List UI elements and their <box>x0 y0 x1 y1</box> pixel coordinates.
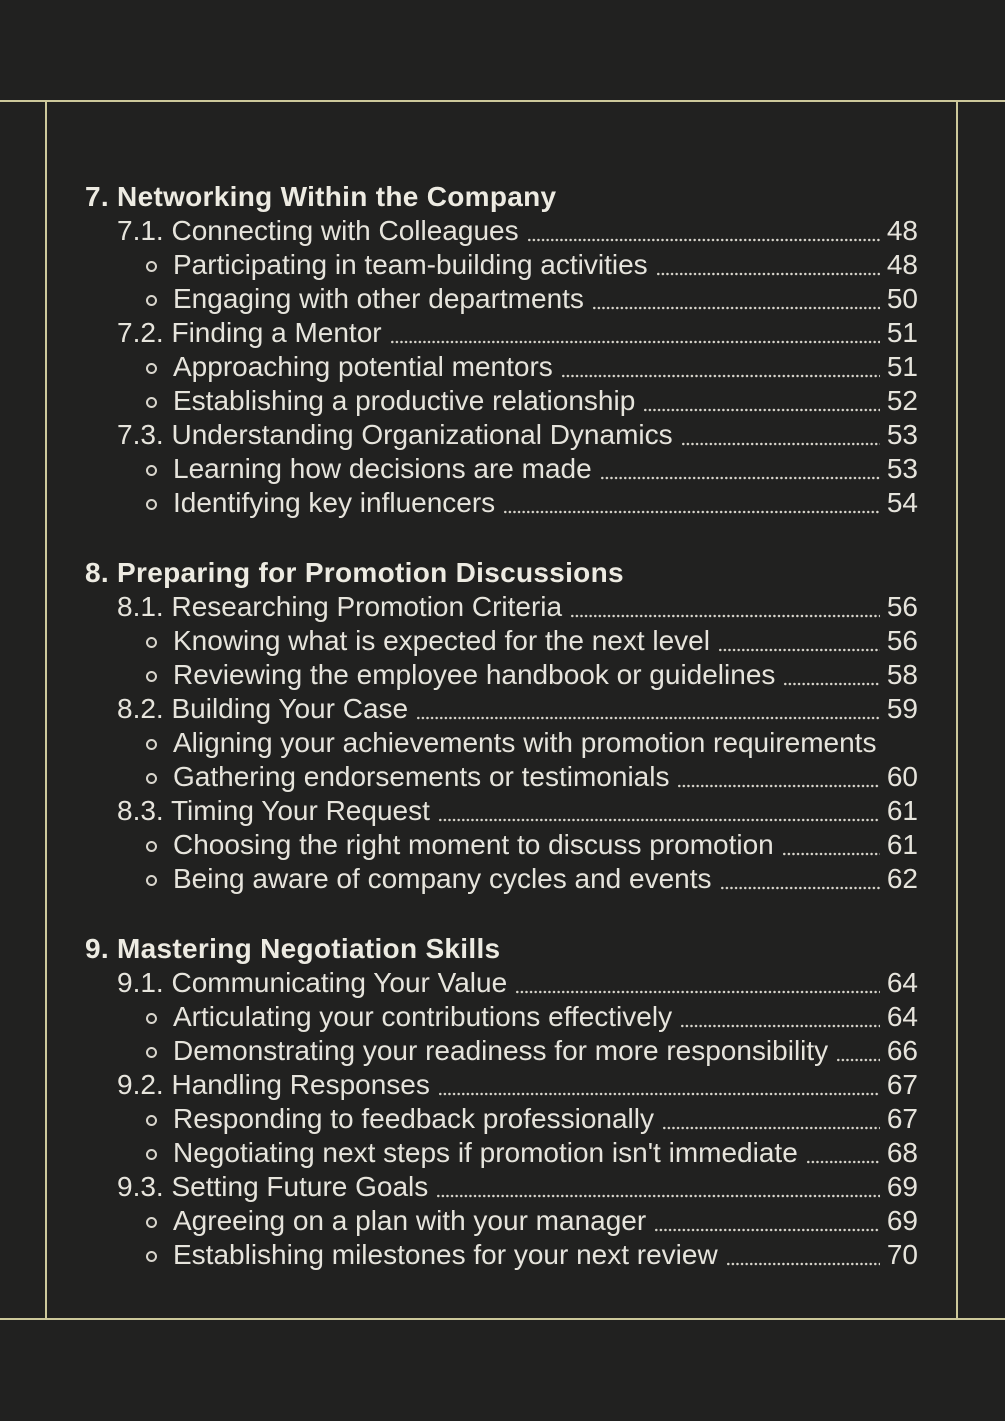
toc-entry-label: Identifying key influencers <box>146 486 495 520</box>
toc-section <box>85 180 918 520</box>
toc-entry <box>85 452 918 486</box>
dotted-leader <box>657 272 880 276</box>
section-number: 8. <box>85 557 109 588</box>
page-number: 70 <box>886 1239 918 1270</box>
toc-entry <box>85 828 918 862</box>
dotted-leader <box>721 886 880 890</box>
page-number: 48 <box>886 215 918 246</box>
toc-entry-label: Engaging with other departments <box>146 282 584 316</box>
toc-entry <box>85 760 918 794</box>
toc-entry-label: 7.1. Connecting with Colleagues <box>117 215 519 246</box>
toc-entry <box>85 692 918 726</box>
toc-entry-label: Reviewing the employee handbook or guidelines <box>146 658 775 692</box>
toc-entry <box>85 248 918 282</box>
toc-entry-label: Establishing a productive relationship <box>146 384 635 418</box>
toc-entry-label: 7.2. Finding a Mentor <box>117 317 382 348</box>
page-number: 61 <box>886 829 918 860</box>
toc-entry-label: 7.3. Understanding Organizational Dynamics <box>117 419 673 450</box>
toc-entry <box>85 316 918 350</box>
toc-entry <box>85 1102 918 1136</box>
toc-entry-label: Gathering endorsements or testimonials <box>146 760 669 794</box>
dotted-leader <box>663 1126 880 1130</box>
page-number: 48 <box>886 249 918 280</box>
toc-entry <box>85 794 918 828</box>
dotted-leader <box>719 648 880 652</box>
toc-entry-label: Negotiating next steps if promotion isn't immediate <box>146 1136 798 1170</box>
toc-entry-label: 9.3. Setting Future Goals <box>117 1171 429 1202</box>
page-number: 64 <box>886 967 918 998</box>
frame-left-rule <box>45 100 47 1320</box>
section-entries <box>85 590 918 896</box>
dotted-leader <box>571 614 880 618</box>
table-of-contents <box>85 180 918 1272</box>
dotted-leader <box>437 1194 880 1198</box>
dotted-leader <box>837 1058 880 1062</box>
section-title: Mastering Negotiation Skills <box>117 933 501 964</box>
toc-entry <box>85 590 918 624</box>
toc-entry <box>85 418 918 452</box>
page-number: 69 <box>886 1171 918 1202</box>
page-number: 53 <box>886 419 918 450</box>
toc-entry-label: Demonstrating your readiness for more responsibility <box>146 1034 828 1068</box>
section-number: 7. <box>85 181 109 212</box>
dotted-leader <box>504 510 880 514</box>
toc-entry <box>85 726 918 760</box>
dotted-leader <box>391 340 880 344</box>
page-number: 61 <box>886 795 918 826</box>
page-number: 51 <box>886 317 918 348</box>
dotted-leader <box>783 852 880 856</box>
toc-entry-label: Learning how decisions are made <box>146 452 592 486</box>
frame-right-rule <box>956 100 958 1320</box>
toc-entry <box>85 1068 918 1102</box>
toc-entry <box>85 658 918 692</box>
toc-section <box>85 932 918 1272</box>
dotted-leader <box>528 238 880 242</box>
toc-entry <box>85 282 918 316</box>
toc-entry-label: Articulating your contributions effectively <box>146 1000 672 1034</box>
toc-entry-label: 8.3. Timing Your Request <box>117 795 430 826</box>
page-number: 58 <box>886 659 918 690</box>
toc-entry <box>85 624 918 658</box>
section-heading <box>85 556 918 590</box>
page-number: 50 <box>886 283 918 314</box>
toc-entry <box>85 1170 918 1204</box>
toc-entry <box>85 1000 918 1034</box>
page-number: 56 <box>886 591 918 622</box>
dotted-leader <box>644 408 880 412</box>
toc-entry-label: Choosing the right moment to discuss promotion <box>146 828 774 862</box>
dotted-leader <box>681 1024 880 1028</box>
dotted-leader <box>417 716 880 720</box>
frame-top-rule <box>0 100 1005 102</box>
page-number: 62 <box>886 863 918 894</box>
toc-entry <box>85 862 918 896</box>
toc-entry-label: Being aware of company cycles and events <box>146 862 712 896</box>
dotted-leader <box>562 374 880 378</box>
toc-entry-label: Knowing what is expected for the next level <box>146 624 710 658</box>
dotted-leader <box>784 682 879 686</box>
toc-entry-label: Aligning your achievements with promotion requirements <box>146 726 876 760</box>
toc-entry-label: 9.1. Communicating Your Value <box>117 967 508 998</box>
frame-bottom-rule <box>0 1318 1005 1320</box>
section-title: Preparing for Promotion Discussions <box>117 557 624 588</box>
page-number: 53 <box>886 453 918 484</box>
dotted-leader <box>727 1262 880 1266</box>
toc-entry <box>85 1238 918 1272</box>
toc-entry <box>85 1034 918 1068</box>
dotted-leader <box>678 784 879 788</box>
dotted-leader <box>439 818 880 822</box>
toc-entry-label: 9.2. Handling Responses <box>117 1069 430 1100</box>
toc-section <box>85 556 918 896</box>
dotted-leader <box>593 306 880 310</box>
page-number: 60 <box>886 761 918 792</box>
toc-entry <box>85 350 918 384</box>
toc-entry-label: 8.2. Building Your Case <box>117 693 409 724</box>
toc-entry <box>85 1204 918 1238</box>
toc-entry-label: Approaching potential mentors <box>146 350 553 384</box>
section-entries <box>85 214 918 520</box>
section-number: 9. <box>85 933 109 964</box>
toc-entry <box>85 1136 918 1170</box>
page-number: 67 <box>886 1069 918 1100</box>
toc-entry <box>85 486 918 520</box>
section-title: Networking Within the Company <box>117 181 557 212</box>
page-number: 54 <box>886 487 918 518</box>
toc-entry <box>85 966 918 1000</box>
section-heading <box>85 180 918 214</box>
section-entries <box>85 966 918 1272</box>
dotted-leader <box>682 442 880 446</box>
toc-entry-label: Agreeing on a plan with your manager <box>146 1204 646 1238</box>
page-number: 51 <box>886 351 918 382</box>
toc-entry-label: 8.1. Researching Promotion Criteria <box>117 591 563 622</box>
toc-entry-label: Establishing milestones for your next review <box>146 1238 718 1272</box>
page-number: 66 <box>886 1035 918 1066</box>
page-number: 67 <box>886 1103 918 1134</box>
toc-entry-label: Participating in team-building activities <box>146 248 648 282</box>
section-heading <box>85 932 918 966</box>
dotted-leader <box>601 476 880 480</box>
dotted-leader <box>655 1228 880 1232</box>
page-number: 69 <box>886 1205 918 1236</box>
page-number: 56 <box>886 625 918 656</box>
page-number: 59 <box>886 693 918 724</box>
toc-entry-label: Responding to feedback professionally <box>146 1102 654 1136</box>
dotted-leader <box>516 990 880 994</box>
toc-entry <box>85 384 918 418</box>
dotted-leader <box>807 1160 880 1164</box>
toc-entry <box>85 214 918 248</box>
page-number: 68 <box>886 1137 918 1168</box>
page-number: 64 <box>886 1001 918 1032</box>
page-number: 52 <box>886 385 918 416</box>
dotted-leader <box>439 1092 880 1096</box>
